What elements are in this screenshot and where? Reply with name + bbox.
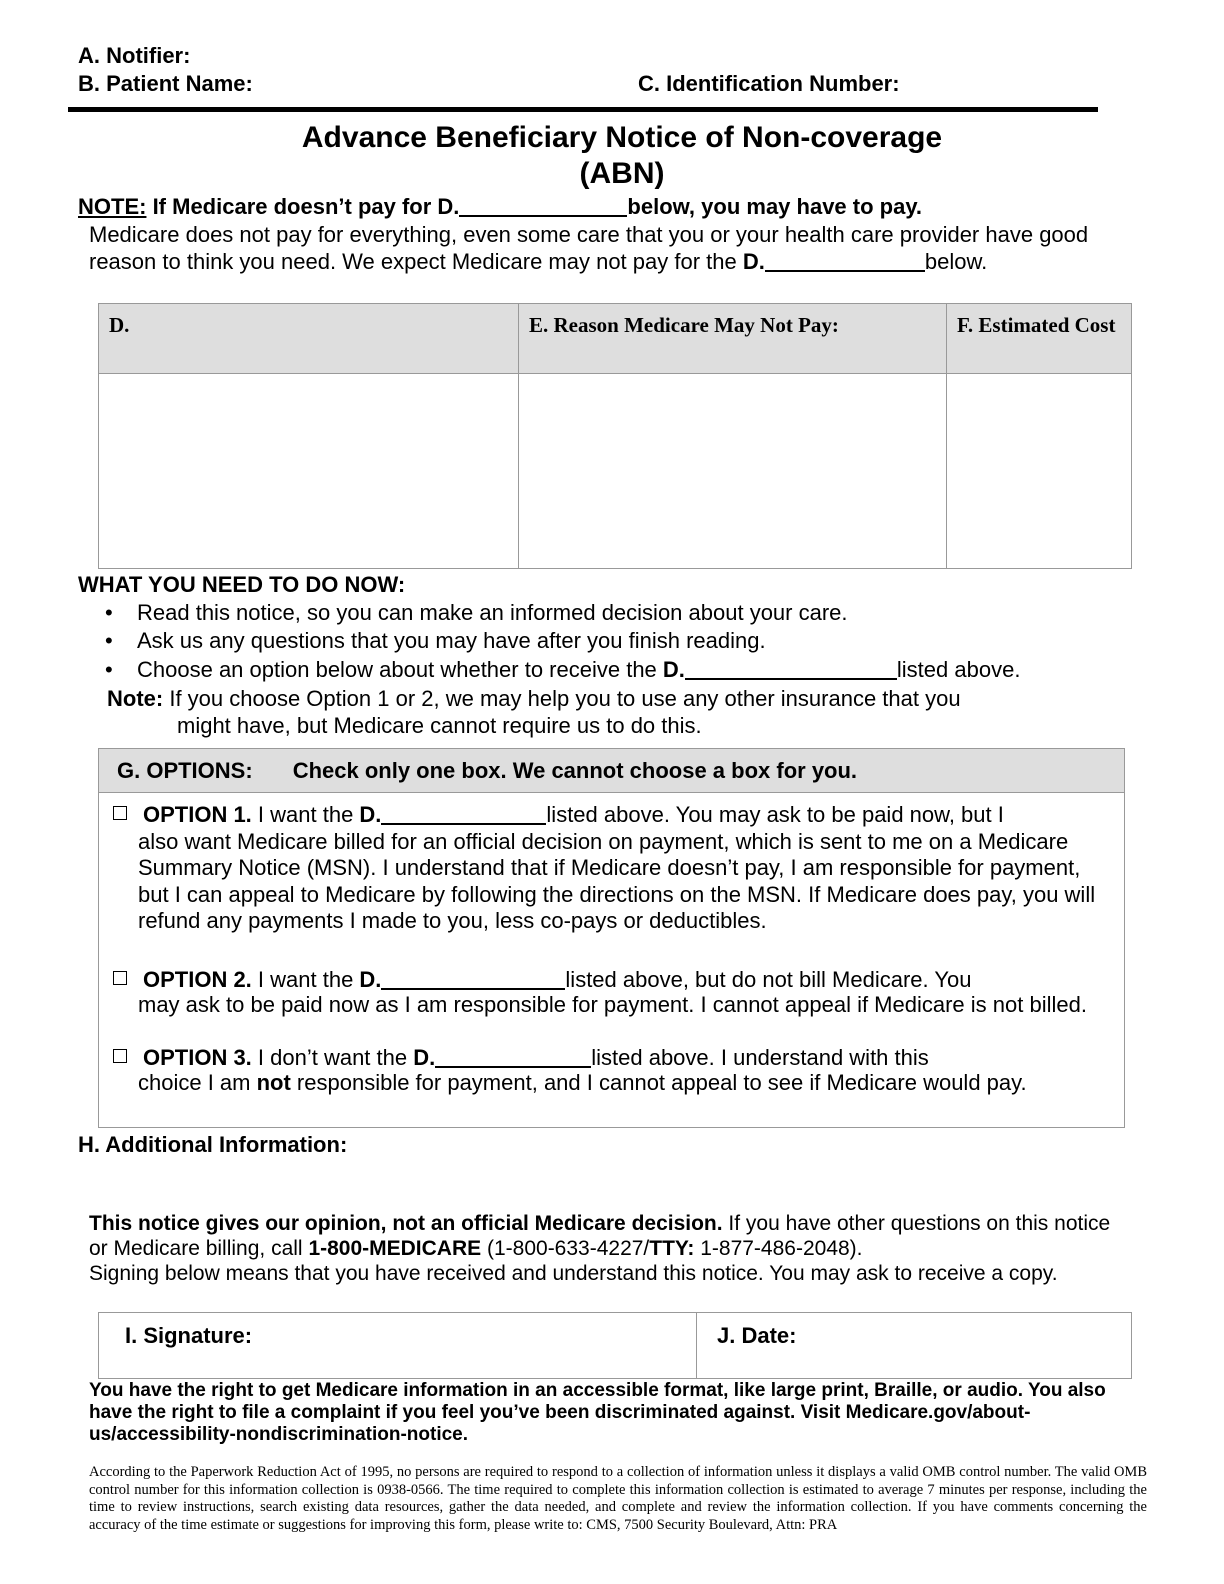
- insurance-note-line-2: might have, but Medicare cannot require us to do this.: [177, 713, 702, 738]
- contact-paragraph: [89, 1211, 1129, 1286]
- identification-number-label: C. Identification Number:: [638, 71, 900, 96]
- options-header-label: G. OPTIONS:: [117, 758, 253, 783]
- options-header: [99, 749, 1124, 793]
- option-3-d-blank[interactable]: [435, 1046, 591, 1068]
- additional-info-title: H. Additional Information:: [78, 1132, 348, 1157]
- contact-text-a: If you have other questions on this notice or Medicare billing, call: [89, 1212, 1111, 1260]
- options-box: [98, 748, 1125, 1128]
- option-3-desc-not: not: [256, 1069, 291, 1095]
- option-1-text-a: I want the: [251, 802, 360, 827]
- option-1-description: also want Medicare billed for an official decision on payment, which is sent to me on a Medicare Summary Notice (MSN). I understand that if Medicare doesn’t pay, I am responsible for payment, but I can appeal to Medicare by following the directions on the MSN. If Medicare does pay, you will refund any payments I made to you, less co-pays or deductibles.: [138, 828, 1096, 933]
- bullet-item-3: [105, 657, 1020, 683]
- contact-phone: 1-800-MEDICARE: [308, 1237, 482, 1260]
- bullet-text-1: Read this notice, so you can make an informed decision about your care.: [137, 600, 848, 625]
- bullet-text-3b: listed above.: [896, 657, 1021, 682]
- insurance-note-label: Note:: [107, 686, 164, 711]
- insurance-note-line-1: If you choose Option 1 or 2, we may help you to use any other insurance that you: [163, 686, 961, 711]
- pra-statement: According to the Paperwork Reduction Act of 1995, no persons are required to respond to a collection of information unless it displays a valid OMB control number. The valid OMB control number for this information collection is 0938-0566. The time required to complete this information collection is estimated to average 7 minutes per response, including the time to review instructions, search existing data resources, gather the data needed, and complete and review the information collection. If you have comments concerning the accuracy of the time estimate or suggestions for improving this form, please write to: CMS, 7500 Security Boulevard, Attn: PRA: [89, 1464, 1147, 1533]
- option-1: [113, 802, 1103, 935]
- option-1-label: OPTION 1.: [143, 802, 252, 827]
- contact-text-b: (1-800-633-4227/: [481, 1237, 650, 1260]
- option-2-text-b: listed above, but do not bill Medicare. You: [565, 967, 972, 992]
- option-3-desc-b: responsible for payment, and I cannot appeal to see if Medicare would pay.: [290, 1069, 1027, 1095]
- note-prefix: NOTE:: [78, 194, 147, 219]
- option-2-text-a: I want the: [251, 967, 360, 992]
- bullet-3-d-blank[interactable]: [685, 658, 897, 680]
- date-field[interactable]: [697, 1313, 1132, 1379]
- notifier-label: A. Notifier:: [78, 43, 191, 68]
- signing-line: Signing below means that you have received and understand this notice. You may ask to receive a copy.: [89, 1262, 1058, 1285]
- what-to-do-title: WHAT YOU NEED TO DO NOW:: [78, 572, 406, 597]
- option-2-checkbox[interactable]: [113, 971, 127, 985]
- title-line-1: Advance Beneficiary Notice of Non-coverage: [301, 121, 943, 154]
- option-3-label: OPTION 3.: [143, 1045, 252, 1070]
- col-e-header: E. Reason Medicare May Not Pay:: [519, 304, 947, 374]
- option-1-checkbox[interactable]: [113, 806, 127, 820]
- option-3-d-label: D.: [413, 1045, 436, 1070]
- page-title: [0, 120, 1224, 192]
- col-f-header: F. Estimated Cost: [947, 304, 1132, 374]
- bullet-icon: •: [105, 600, 113, 625]
- note-line: [78, 194, 922, 220]
- option-3: [113, 1046, 1103, 1095]
- option-1-d-blank[interactable]: [381, 803, 546, 825]
- additional-info-area[interactable]: [78, 1160, 1128, 1204]
- option-1-text-b: listed above. You may ask to be paid now, but I: [546, 802, 1004, 827]
- items-table-row: [99, 374, 1132, 569]
- option-2-d-label: D.: [359, 967, 382, 992]
- bullet-3-d-label: D.: [662, 657, 685, 682]
- title-line-2: (ABN): [579, 157, 665, 190]
- bullet-item-2: [105, 628, 766, 654]
- bullet-icon: •: [105, 628, 113, 653]
- option-3-desc-a: choice I am: [138, 1069, 257, 1095]
- option-3-text-b: listed above. I understand with this: [591, 1045, 929, 1070]
- signature-table: [98, 1312, 1132, 1379]
- signature-label: I. Signature:: [125, 1323, 253, 1348]
- rights-notice: You have the right to get Medicare information in an accessible format, like large print, Braille, or audio. You also have the right to file a complaint if you feel you’ve been discriminated against. Visit Medicare.gov/about-us/accessibility-nondiscrimination-notice.: [89, 1380, 1106, 1445]
- option-3-checkbox[interactable]: [113, 1049, 127, 1063]
- intro-d-blank[interactable]: [765, 250, 925, 272]
- contact-text-c: 1-877-486-2048).: [694, 1237, 863, 1260]
- insurance-note: [107, 685, 961, 739]
- date-label: J. Date:: [717, 1323, 797, 1348]
- bullet-text-3a: Choose an option below about whether to receive the: [137, 657, 663, 682]
- option-2-d-blank[interactable]: [381, 968, 565, 990]
- intro-text-a: Medicare does not pay for everything, even some care that you or your health care provider have good reason to think you need. We expect Medicare may not pay for the: [89, 222, 1089, 274]
- bullet-icon: •: [105, 657, 113, 682]
- intro-paragraph: [89, 221, 1149, 275]
- option-3-text-a: I don’t want the: [251, 1045, 414, 1070]
- header-rule: [68, 107, 1098, 112]
- intro-d-label: D.: [742, 249, 765, 274]
- option-1-d-label: D.: [359, 802, 382, 827]
- col-d-cell[interactable]: [99, 374, 519, 569]
- items-table: [98, 303, 1132, 569]
- col-d-header: D.: [99, 304, 519, 374]
- items-table-header: [99, 304, 1132, 374]
- signature-field[interactable]: [99, 1313, 697, 1379]
- option-2-label: OPTION 2.: [143, 967, 252, 992]
- col-e-cell[interactable]: [519, 374, 947, 569]
- option-2-description: may ask to be paid now as I am responsible for payment. I cannot appeal if Medicare is not billed.: [138, 991, 1087, 1017]
- contact-lead: This notice gives our opinion, not an official Medicare decision.: [89, 1212, 723, 1235]
- col-f-cell[interactable]: [947, 374, 1132, 569]
- note-text-a: If Medicare doesn’t pay for D.: [146, 194, 460, 219]
- note-d-blank[interactable]: [459, 195, 627, 217]
- contact-tty-label: TTY:: [649, 1237, 695, 1260]
- bullet-item-1: [105, 600, 848, 626]
- note-text-b: below, you may have to pay.: [627, 194, 923, 219]
- option-3-description: [113, 1071, 1103, 1096]
- options-header-text: Check only one box. We cannot choose a box for you.: [292, 758, 858, 783]
- patient-name-label: B. Patient Name:: [78, 71, 253, 96]
- option-2: [113, 968, 1103, 1017]
- bullet-text-2: Ask us any questions that you may have after you finish reading.: [137, 628, 766, 653]
- intro-text-b: below.: [924, 249, 988, 274]
